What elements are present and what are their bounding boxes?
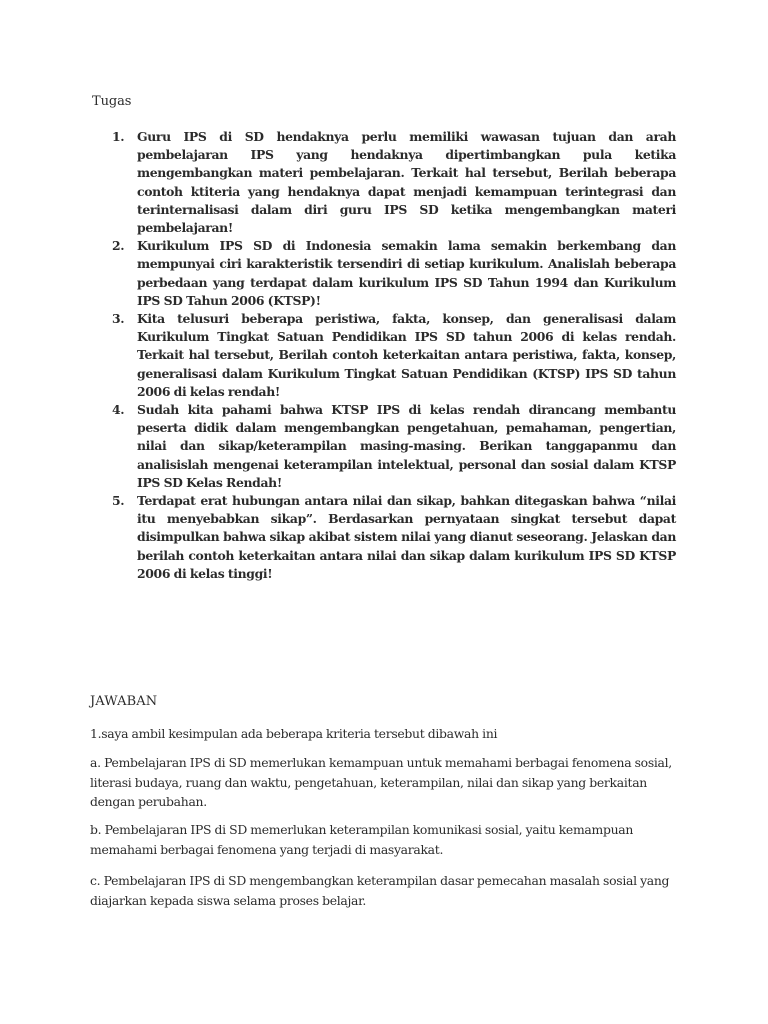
task-item-3 xyxy=(92,310,676,401)
answer-item-b: b. Pembelajaran IPS di SD memerlukan keterampilan komunikasi sosial, yaitu kemampuan memahami berbagai fenomena yang terjadi di masyarakat. xyxy=(90,822,634,857)
answer-item-c: c. Pembelajaran IPS di SD mengembangkan keterampilan dasar pemecahan masalah sosial yang diajarkan kepada siswa selama proses belajar. xyxy=(90,873,670,908)
task-number-3: 3. xyxy=(112,311,125,327)
task-number-1: 1. xyxy=(112,129,125,144)
task-number-4: 4. xyxy=(112,402,125,418)
task-text-1: Guru IPS di SD hendaknya perlu memiliki wawasan tujuan dan arah pembelajaran IPS yang hendaknya dipertimbangkan pula ketika mengembangkan materi pembelajaran. Terkait hal tersebut, Berilah beberapa contoh ktiteria yang hendaknya dapat menjadi kemampuan terintegrasi dan terinternalisasi dalam diri guru IPS SD ketika mengembangkan materi pembelajaran! xyxy=(137,129,676,236)
task-list xyxy=(92,128,676,583)
document-heading: Tugas xyxy=(92,94,132,109)
task-item-2 xyxy=(92,237,676,310)
answer-intro: 1.saya ambil kesimpulan ada beberapa kriteria tersebut dibawah ini xyxy=(90,726,498,741)
task-item-4 xyxy=(92,401,676,492)
task-text-4: Sudah kita pahami bahwa KTSP IPS di kelas rendah dirancang membantu peserta didik dalam mengembangkan pengetahuan, pemahaman, pengertian, nilai dan sikap/keterampilan masing-masing. Berikan tanggapanmu dan analisislah mengenai keterampilan intelektual, personal dan sosial dalam KTSP IPS SD Kelas Rendah! xyxy=(137,402,676,490)
task-text-5: Terdapat erat hubungan antara nilai dan sikap, bahkan ditegaskan bahwa “nilai itu menyebabkan sikap”. Berdasarkan pernyataan singkat tersebut dapat disimpulkan bahwa sikap akibat sistem nilai yang dianut seseorang. Jelaskan dan berilah contoh keterkaitan antara nilai dan sikap dalam kurikulum IPS SD KTSP 2006 di kelas tinggi! xyxy=(137,493,676,581)
answer-item-a: a. Pembelajaran IPS di SD memerlukan kemampuan untuk memahami berbagai fenomena sosial, literasi budaya, ruang dan waktu, pengetahuan, keterampilan, nilai dan sikap yang berkaitan dengan perubahan. xyxy=(90,755,672,809)
task-text-3: Kita telusuri beberapa peristiwa, fakta, konsep, dan generalisasi dalam Kurikulum Tingkat Satuan Pendidikan IPS SD tahun 2006 di kelas rendah. Terkait hal tersebut, Berilah contoh keterkaitan antara peristiwa, fakta, konsep, generalisasi dalam Kurikulum Tingkat Satuan Pendidikan (KTSP) IPS SD tahun 2006 di kelas rendah! xyxy=(137,311,676,399)
task-number-2: 2. xyxy=(112,238,125,254)
task-item-1 xyxy=(92,128,676,237)
task-number-5: 5. xyxy=(112,493,125,509)
answer-title: JAWABAN xyxy=(90,694,158,709)
task-text-2: Kurikulum IPS SD di Indonesia semakin lama semakin berkembang dan mempunyai ciri karakteristik tersendiri di setiap kurikulum. Analislah beberapa perbedaan yang terdapat dalam kurikulum IPS SD Tahun 1994 dan Kurikulum IPS SD Tahun 2006 (KTSP)! xyxy=(137,238,676,308)
task-item-5 xyxy=(92,492,676,583)
